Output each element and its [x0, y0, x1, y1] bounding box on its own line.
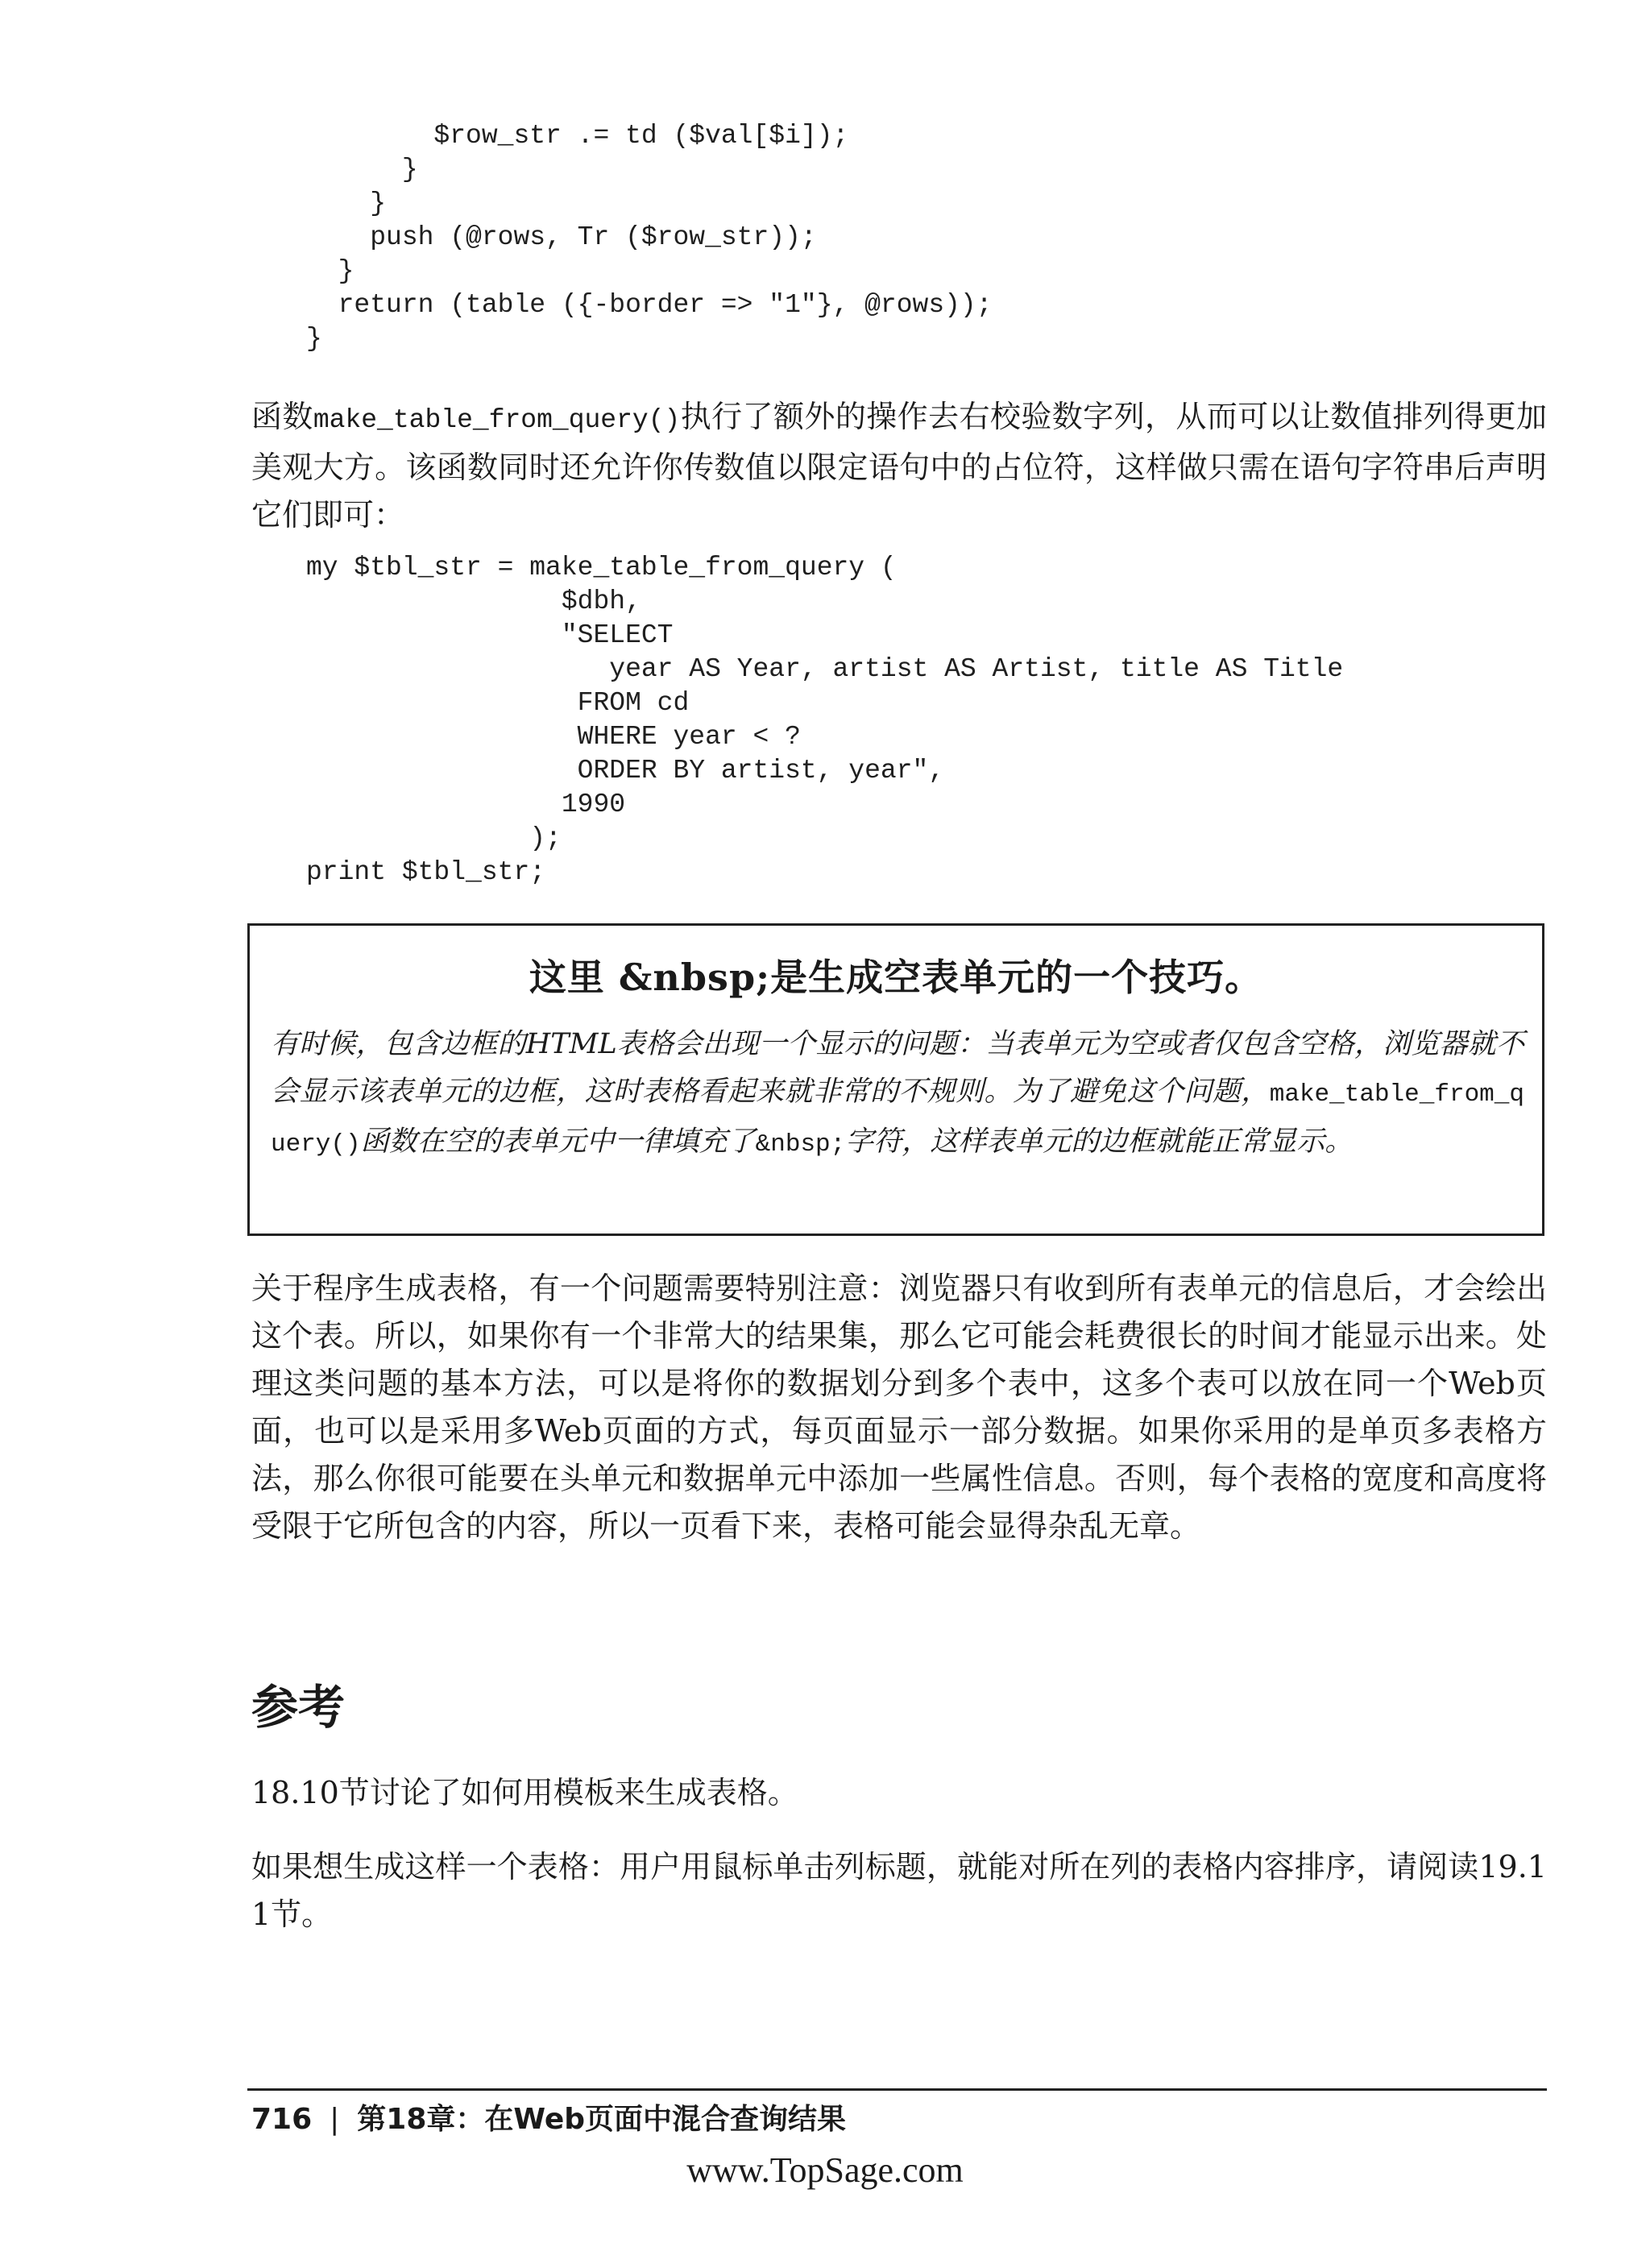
inline-code-function: make_table_from_query()	[313, 405, 681, 435]
chapter-title: 第18章：在Web页面中混合查询结果	[357, 2103, 847, 2136]
tip-body	[271, 1021, 1524, 1168]
para-rest-text: 执行了额外的操作去右校验数字列，从而可以让数值排列得更加美观大方。该函数同时还允许你传数值以限定语句中的占位符，这样做只需在语句字符串后声明它们即可：	[251, 399, 1547, 533]
code-block-table-loop: $row_str .= td ($val[$i]); } } push (@rows, Tr ($row_str)); } return (table ({-border => "1"}, @rows)); }	[306, 121, 993, 354]
page-number: 716	[251, 2103, 313, 2136]
tip-box	[247, 923, 1544, 1236]
tip-text-part-3: 字符，这样表单元的边框就能正常显示。	[845, 1126, 1354, 1158]
paragraph-large-results: 关于程序生成表格，有一个问题需要特别注意：浏览器只有收到所有表单元的信息后，才会绘出这个表。所以，如果你有一个非常大的结果集，那么它可能会耗费很长的时间才能显示出来。处理这类问题的基本方法，可以是将你的数据划分到多个表中，这多个表可以放在同一个Web页面，也可以是采用多Web页面的方式，每页面显示一部分数据。如果你采用的是单页多表格方法，那么你很可能要在头单元和数据单元中添加一些属性信息。否则，每个表格的宽度和高度将受限于它所包含的内容，所以一页看下来，表格可能会显得杂乱无章。	[251, 1271, 1547, 1544]
tip-title: 这里 &nbsp;是生成空表单元的一个技巧。	[529, 956, 1263, 999]
code-block-query-example: my $tbl_str = make_table_from_query ( $dbh, "SELECT year AS Year, artist AS Artist, title AS Title FROM cd WHERE year < ? ORDER BY artist, year", 1990 ); print $tbl_str;	[306, 553, 1344, 887]
tip-inline-function: make_table_from_query()	[271, 1080, 1524, 1159]
tip-text-part-1: 有时候，包含边框的HTML表格会出现一个显示的问题：当表单元为空或者仅包含空格，浏览器就不会显示该表单元的边框，这时表格看起来就非常的不规则。为了避免这个问题，	[271, 1028, 1524, 1108]
footer-divider	[247, 2088, 1547, 2091]
tip-inline-nbsp: &nbsp;	[755, 1130, 846, 1159]
tip-text-part-2: 函数在空的表单元中一律填充了	[360, 1126, 756, 1158]
footer-separator: |	[330, 2103, 340, 2136]
section-heading: 参考	[251, 1680, 346, 1735]
para-lead-text: 函数	[251, 399, 313, 434]
paragraph-make-table	[251, 393, 1547, 539]
reference-item-1: 18.10节讨论了如何用模板来生成表格。	[251, 1775, 798, 1810]
site-watermark-url: www.TopSage.com	[686, 2150, 964, 2190]
page-footer	[251, 2096, 846, 2137]
reference-item-2: 如果想生成这样一个表格：用户用鼠标单击列标题，就能对所在列的表格内容排序，请阅读19.11节。	[251, 1849, 1547, 1932]
